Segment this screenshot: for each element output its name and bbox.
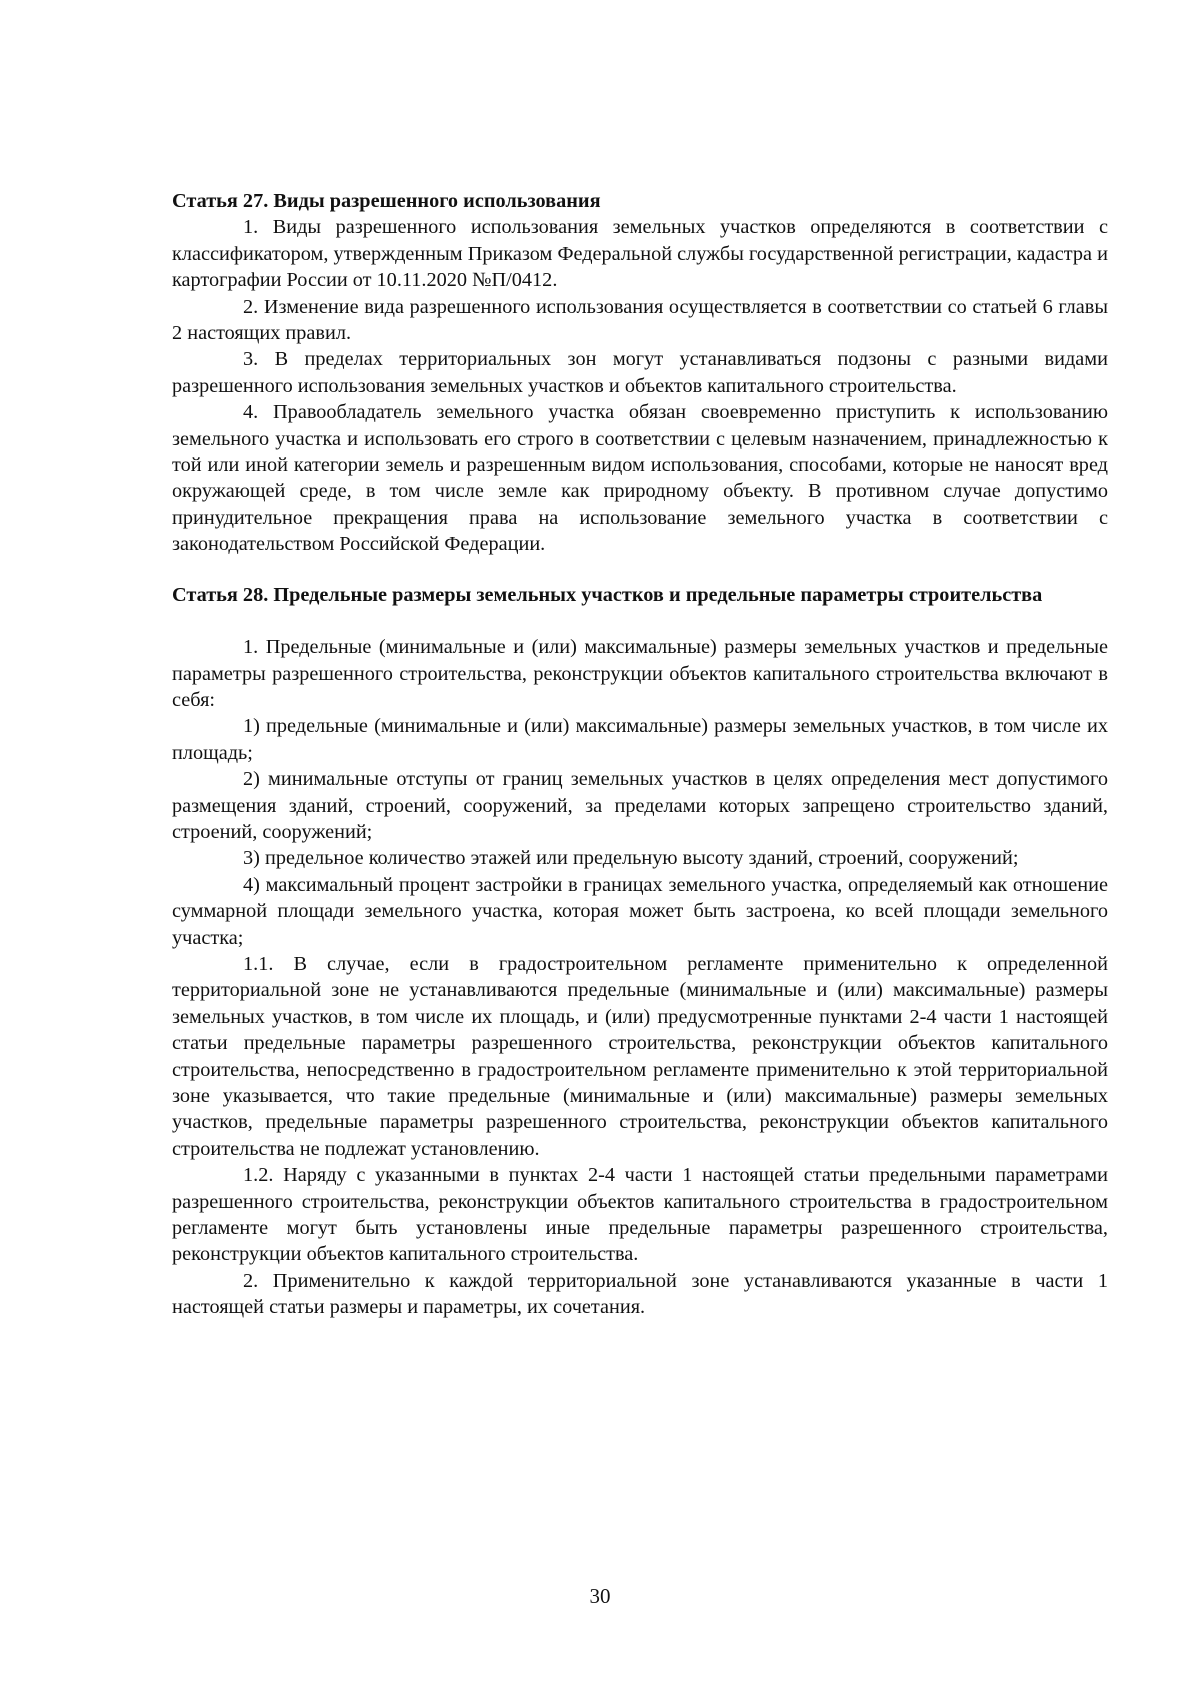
article-27-paragraph-4: 4. Правообладатель земельного участка обязан своевременно приступить к использованию земельного участка и использовать его строго в соответствии с целевым назначением, принадлежностью к той или иной категории земель и разрешенным видом использования, способами, которые не наносят вред окружающей среде, в том числе земле как природному объекту. В противном случае допустимо принудительное прекращения права на использование земельного участка в соответствии с законодательством Российской Федерации. — [172, 401, 1108, 556]
article-28-item-3: 3) предельное количество этажей или предельную высоту зданий, строений, сооружений; — [243, 847, 1019, 870]
article-27-paragraph-3: 3. В пределах территориальных зон могут устанавливаться подзоны с разными видами разрешенного использования земельных участков и объектов капитального строительства. — [172, 348, 1108, 397]
article-28-paragraph-1-1: 1.1. В случае, если в градостроительном регламенте применительно к определенной территориальной зоне не устанавливаются предельные (минимальные и (или) максимальные) размеры земельных участков, в том числе их площадь, и (или) предусмотренные пунктами 2-4 части 1 настоящей статьи предельные параметры разрешенного строительства, реконструкции объектов капитального строительства, непосредственно в градостроительном регламенте применительно к этой территориальной зоне указывается, что такие предельные (минимальные и (или) максимальные) размеры земельных участков, предельные параметры разрешенного строительства, реконструкции объектов капитального строительства не подлежат установлению. — [172, 952, 1108, 1160]
article-28-paragraph-2: 2. Применительно к каждой территориальной зоне устанавливаются указанные в части 1 настоящей статьи размеры и параметры, их сочетания. — [172, 1269, 1108, 1319]
article-28-heading: Статья 28. Предельные размеры земельных участков и предельные параметры строительства — [172, 583, 1043, 606]
document-page — [172, 188, 1108, 1321]
article-27-heading: Статья 27. Виды разрешенного использования — [172, 190, 601, 212]
article-28-item-1: 1) предельные (минимальные и (или) максимальные) размеры земельных участков, в том числе их площадь; — [172, 715, 1108, 764]
article-27-paragraph-2: 2. Изменение вида разрешенного использования осуществляется в соответствии со статьей 6 главы 2 настоящих правил. — [172, 295, 1108, 345]
article-28-item-2: 2) минимальные отступы от границ земельных участков в целях определения мест допустимого размещения зданий, строений, сооружений, за пределами которых запрещено строительство зданий, строений, сооружений; — [172, 768, 1108, 843]
article-28-paragraph-1: 1. Предельные (минимальные и (или) максимальные) размеры земельных участков и предельные параметры разрешенного строительства, реконструкции объектов капитального строительства включают в себя: — [172, 636, 1108, 711]
article-28-paragraph-1-2: 1.2. Наряду с указанными в пунктах 2-4 части 1 настоящей статьи предельными параметрами разрешенного строительства, реконструкции объектов капитального строительства в градостроительном регламенте могут быть установлены иные предельные параметры разрешенного строительства, реконструкции объектов капитального строительства. — [172, 1164, 1108, 1266]
article-27-paragraph-1: 1. Виды разрешенного использования земельных участков определяются в соответствии с классификатором, утвержденным Приказом Федеральной службы государственной регистрации, кадастра и картографии России от 10.11.2020 №П/0412. — [172, 216, 1108, 292]
article-28-item-4: 4) максимальный процент застройки в границах земельного участка, определяемый как отношение суммарной площади земельного участка, которая может быть застроена, ко всей площади земельного участка; — [172, 873, 1108, 949]
page-number: 30 — [589, 1584, 611, 1608]
